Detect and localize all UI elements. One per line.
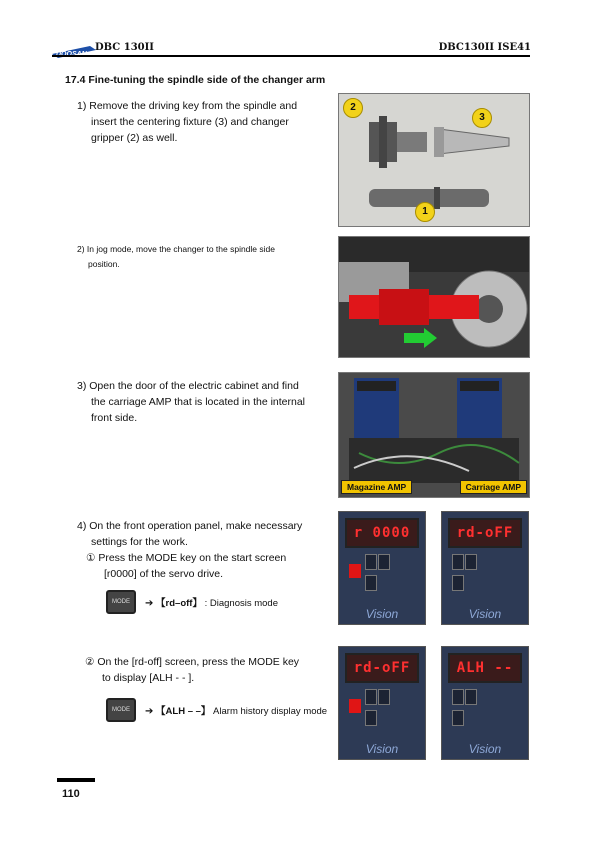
step-3-line: the carriage AMP that is located in the internal (91, 396, 306, 408)
panel-keys (365, 554, 403, 570)
panel-rd-off (441, 511, 529, 625)
panel-brand: Vision (468, 607, 502, 621)
mode-key-icon: MODE (106, 698, 136, 722)
tooling-illustration (339, 94, 529, 226)
step-4-sub2-text (85, 654, 299, 686)
panel-keys (365, 689, 403, 705)
step-3-line: 3) Open the door of the electric cabinet and find (77, 380, 299, 392)
alarm-desc: Alarm history display mode (213, 706, 328, 717)
display-rd-off: rd-oFF (448, 518, 522, 548)
status-led (349, 699, 361, 713)
panel-brand: Vision (468, 742, 502, 756)
step-1-photo (338, 93, 530, 227)
badge-3: 3 (472, 108, 492, 128)
diagnosis-desc: : Diagnosis mode (204, 598, 278, 609)
step-4-sub2-line: to display [ALH - - ]. (102, 672, 195, 684)
step-2-photo (338, 236, 530, 358)
step-4-text (77, 518, 302, 582)
section-title: 17.4 Fine-tuning the spindle side of the changer arm (65, 74, 326, 86)
step-1-line: gripper (2) as well. (91, 132, 178, 144)
header-right-title: DBC130II ISE41 (438, 42, 531, 53)
step-4-line: 4) On the front operation panel, make necessary (77, 520, 303, 532)
changer-arm-illustration (339, 237, 529, 357)
magazine-amp-label: Magazine AMP (341, 480, 412, 494)
panel-brand: Vision (365, 607, 399, 621)
carriage-amp-label: Carriage AMP (460, 480, 527, 494)
sub2-legend (145, 703, 327, 717)
header-left-title: DBC 130II (95, 42, 154, 53)
display-rd-off: rd-oFF (345, 653, 419, 683)
step-2-line: position. (88, 259, 120, 269)
step-3-text (77, 378, 305, 426)
panel-keys (452, 689, 490, 705)
badge-1: 1 (415, 202, 435, 222)
step-2-line: 2) In jog mode, move the changer to the spindle side (77, 244, 275, 254)
panel-brand: Vision (365, 742, 399, 756)
mode-key-icon: MODE (106, 590, 136, 614)
page-number-bar (57, 778, 95, 782)
step-4-sub1-line: [r0000] of the servo drive. (104, 568, 224, 580)
step-3-photo (338, 372, 530, 498)
diagnosis-code: 【rd–off】 (156, 598, 202, 609)
step-2-text (77, 242, 275, 272)
step-4-line: settings for the work. (91, 536, 188, 548)
status-led (349, 564, 361, 578)
step-4-sub2-line: ② On the [rd-off] screen, press the MODE key (85, 656, 300, 668)
step-4-sub1-line: ① Press the MODE key on the start screen (86, 552, 287, 564)
alarm-code: 【ALH – –】 (156, 706, 211, 717)
step-3-line: front side. (91, 412, 138, 424)
display-alh: ALH -- (448, 653, 522, 683)
panel-r0000 (338, 511, 426, 625)
panel-alh (441, 646, 529, 760)
step-1-line: 1) Remove the driving key from the spindle and (77, 100, 298, 112)
display-r0000: r 0000 (345, 518, 419, 548)
panel-rd-off-2 (338, 646, 426, 760)
sub1-legend (145, 595, 278, 609)
badge-2: 2 (343, 98, 363, 118)
step-1-text (77, 98, 297, 146)
arrow-right-icon: ➔ (145, 706, 154, 717)
panel-keys (452, 554, 490, 570)
page-number: 110 (62, 788, 80, 800)
arrow-right-icon: ➔ (145, 598, 154, 609)
header-rule (52, 55, 530, 57)
step-1-line: insert the centering fixture (3) and changer (91, 116, 289, 128)
cabinet-illustration (339, 373, 529, 497)
